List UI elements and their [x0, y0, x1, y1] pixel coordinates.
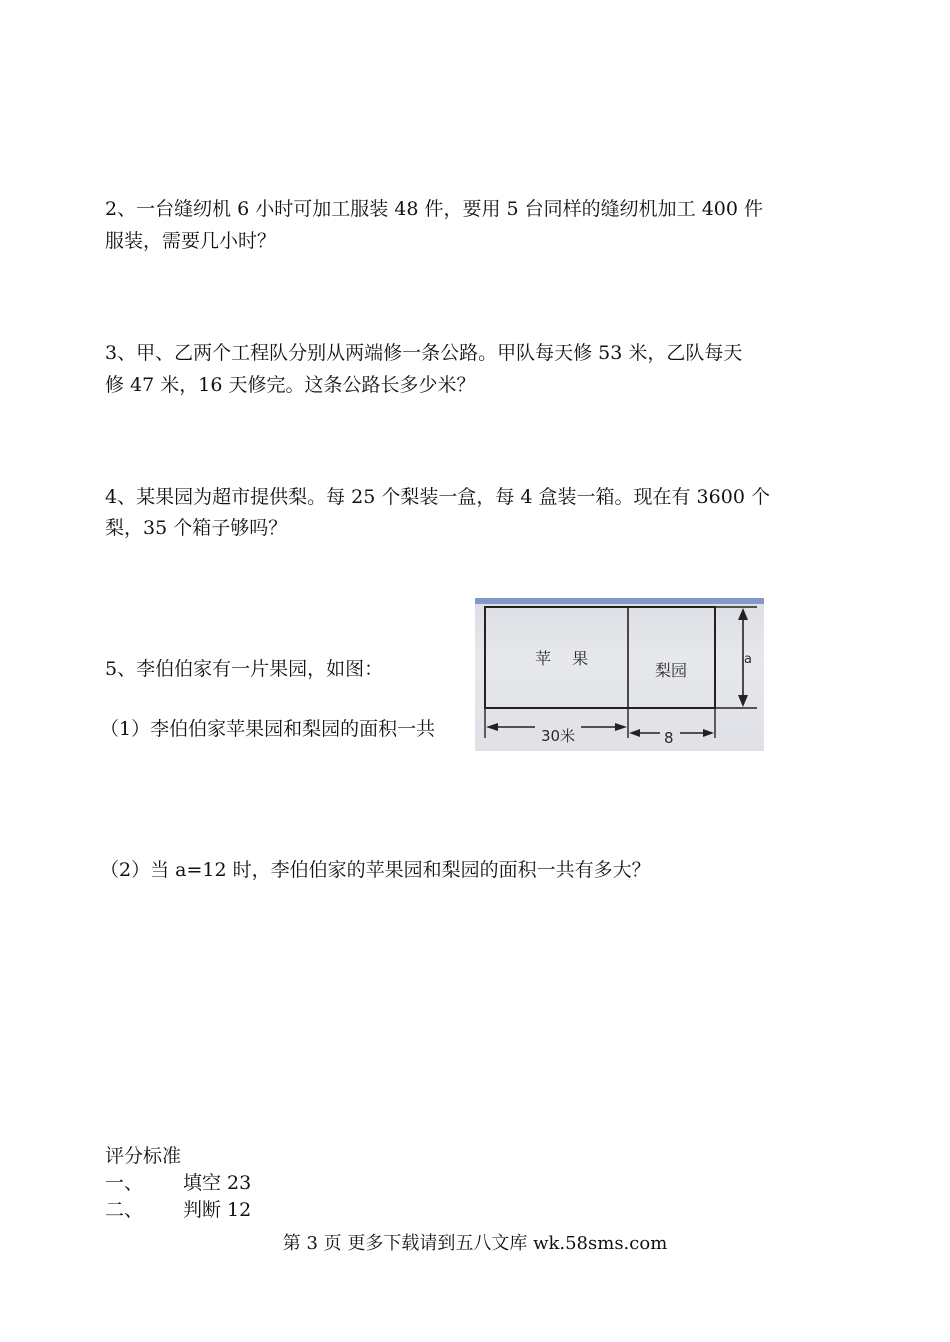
question-5: 5、李伯伯家有一片果园，如图：: [105, 658, 384, 680]
question-4-line-1: 4、某果园为超市提供梨。每 25 个梨装一盒，每 4 盒装一箱。现在有 3600 个: [105, 486, 770, 508]
grading-row-number: 一、: [105, 1172, 144, 1194]
grading-row: [105, 1197, 251, 1224]
question-5-part-2: （2）当 a=12 时，李伯伯家的苹果园和梨园的面积一共有多大？: [100, 859, 651, 881]
question-3-line-2: 修 47 米，16 天修完。这条公路长多少米？: [105, 374, 476, 396]
question-5-part-1: （1）李伯伯家苹果园和梨园的面积一共: [100, 718, 436, 740]
pear-orchard-label: 梨园: [655, 661, 688, 680]
orchard-diagram-lines: [475, 598, 764, 751]
question-4-line-2: 梨，35 个箱子够吗？: [105, 517, 288, 539]
question-3-line-1: 3、甲、乙两个工程队分别从两端修一条公路。甲队每天修 53 米，乙队每天: [105, 342, 743, 364]
pear-width-label: 8: [664, 729, 674, 747]
height-label: a: [744, 652, 752, 667]
apple-width-label: 30米: [541, 727, 576, 745]
apple-orchard-label: 苹 果: [535, 649, 597, 668]
question-2-line-1: 2、一台缝纫机 6 小时可加工服装 48 件，要用 5 台同样的缝纫机加工 400 件: [105, 198, 764, 220]
grading-row-text: 填空 23: [183, 1172, 252, 1194]
question-2-line-2: 服装，需要几小时？: [105, 230, 277, 252]
grading-row: [105, 1170, 251, 1197]
grading-title: 评分标准: [105, 1145, 182, 1167]
grading-section: [105, 1143, 251, 1224]
page-footer: 第 3 页 更多下载请到五八文库 wk.58sms.com: [282, 1233, 668, 1254]
grading-row-number: 二、: [105, 1199, 144, 1221]
grading-row-text: 判断 12: [183, 1199, 252, 1221]
orchard-diagram: [475, 598, 764, 751]
